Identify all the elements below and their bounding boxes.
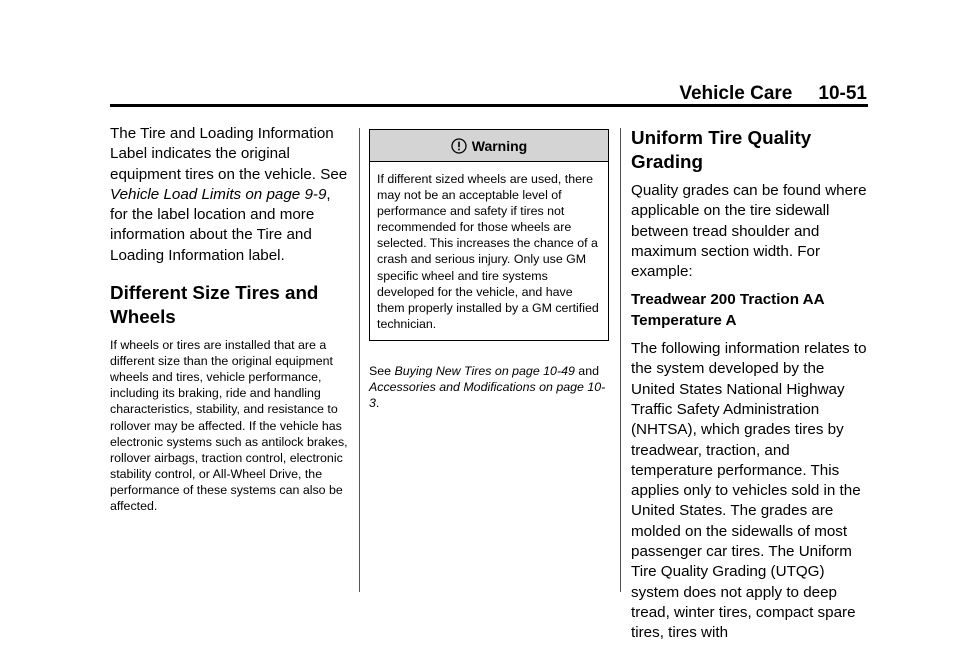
page-header [679, 83, 867, 105]
utqg-example: Treadwear 200 Traction AA Temperature A [631, 291, 825, 329]
heading-utqg: Uniform Tire Quality Grading [631, 127, 812, 172]
warning-triangle-icon [451, 138, 467, 154]
column-divider-2 [620, 128, 621, 592]
see-also-paragraph: See Buying New Tires on page 10-49 and Accessories and Modifications on page 10-3. [369, 363, 606, 411]
accessories-link[interactable]: Accessories and Modifications on page 10-3 [369, 380, 606, 411]
column-3 [631, 124, 871, 644]
utqg-paragraph-2: The following information relates to the system developed by the United States National Highway Traffic Safety Administration (NHTSA), which grades tires by treadwear, traction, and temperature performance. This applies only to vehicles sold in the United States. The grades are molded on the sidewalls of most passenger car tires. The Uniform Tire Quality Grading (UTQG) system does not apply to deep tread, winter tires, compact spare tires, tires with [631, 340, 867, 642]
page-number: 10-51 [818, 83, 867, 104]
heading-different-size: Different Size Tires and Wheels [110, 282, 319, 327]
column-divider-1 [359, 128, 360, 592]
vehicle-load-limits-link[interactable]: Vehicle Load Limits on page 9-9 [110, 185, 327, 203]
section-title: Vehicle Care [679, 83, 793, 104]
warning-box [369, 129, 609, 341]
header-rule [110, 104, 868, 107]
different-size-paragraph: If wheels or tires are installed that are a different size than the original equipment wheels and tires, vehicle performance, including its braking, ride and handling characteristics, stability, and resistance to rollover may be affected. If the vehicle has electronic systems such as antilock brakes, rollover airbags, traction control, electronic stability control, or All-Wheel Drive, the performance of these systems can also be affected. [110, 338, 348, 514]
column-1 [110, 124, 350, 514]
column-2 [369, 124, 609, 411]
utqg-paragraph-1: Quality grades can be found where applicable on the tire sidewall between tread shoulder and maximum section width. For example: [631, 182, 867, 281]
warning-title: Warning [471, 137, 528, 154]
warning-header [370, 130, 608, 162]
intro-paragraph: The Tire and Loading Information Label indicates the original equipment tires on the vehicle. See Vehicle Load Limits on page 9-9, for the label location and more information about the Tire and Loading Information label. [110, 125, 348, 264]
buying-new-tires-link[interactable]: Buying New Tires on page 10-49 [394, 363, 575, 378]
warning-body: If different sized wheels are used, there may not be an acceptable level of performance and safety if tires not recommended for those wheels are selected. This increases the chance of a crash and serious injury. Only use GM specific wheel and tire systems developed for the vehicle, and have them properly installed by a GM certified technician. [377, 172, 599, 331]
